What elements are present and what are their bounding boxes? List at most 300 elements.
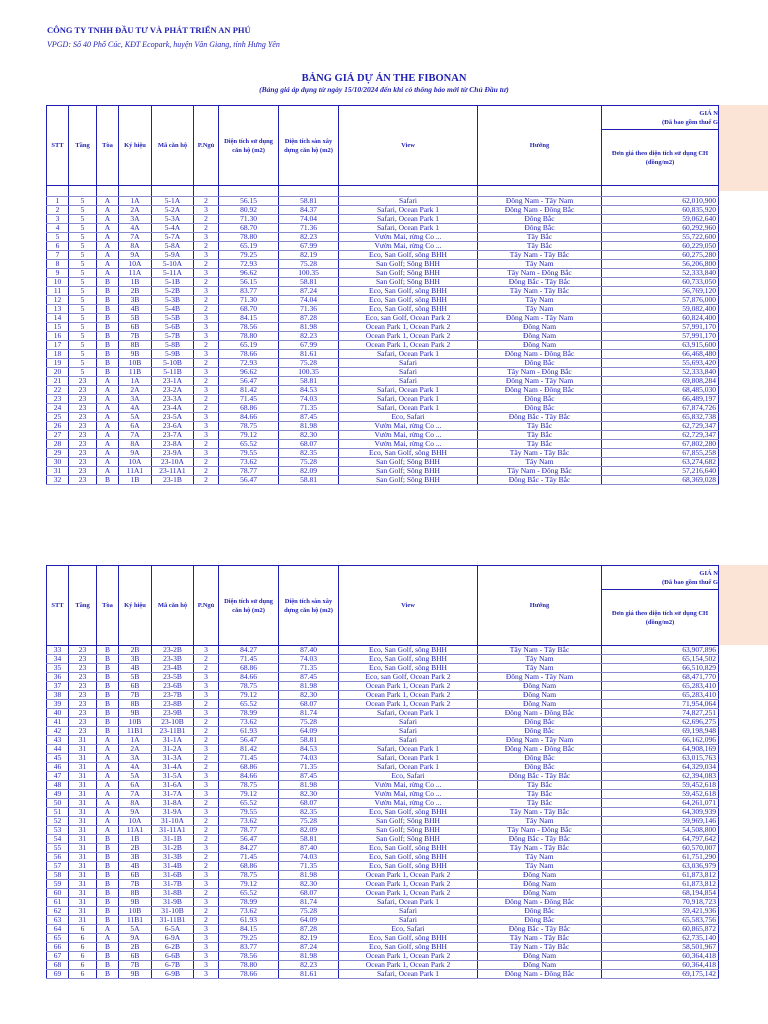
cell-dt-su-dung: 71.30 [219, 296, 279, 305]
cell-tang: 6 [69, 925, 97, 934]
cell-huong: Đông Bắc [478, 718, 602, 727]
cell-ma-can: 23-10A [152, 458, 194, 467]
cell-view: Eco, San Golf, sông BHH [339, 844, 478, 853]
cell-ky-hieu: 3A [119, 754, 152, 763]
cell-dt-xay-dung: 74.03 [279, 754, 339, 763]
spacer-row [47, 186, 719, 197]
spacer-cell [119, 186, 152, 197]
cell-huong: Đông Bắc [478, 224, 602, 233]
cell-view: Eco, San Golf, sông BHH [339, 287, 478, 296]
cell-dt-su-dung: 68.70 [219, 305, 279, 314]
col-dt-xay-dung: Diện tích sàn xây dựng căn hộ (m2) [279, 106, 339, 186]
cell-view: Ocean Park 1, Ocean Park 2 [339, 323, 478, 332]
cell-tang: 5 [69, 233, 97, 242]
col-dt-su-dung: Diện tích sử dụng căn hộ (m2) [219, 566, 279, 646]
cell-ky-hieu: 9B [119, 709, 152, 718]
cell-huong: Đông Bắc [478, 395, 602, 404]
cell-tang: 5 [69, 260, 97, 269]
cell-tang: 23 [69, 386, 97, 395]
cell-ky-hieu: 8A [119, 242, 152, 251]
cell-tang: 31 [69, 826, 97, 835]
cell-ma-can: 5-8A [152, 242, 194, 251]
cell-dt-xay-dung: 74.03 [279, 395, 339, 404]
cell-don-gia: 59,969,146 [602, 817, 719, 826]
cell-toa: B [97, 359, 119, 368]
cell-don-gia: 64,329,034 [602, 763, 719, 772]
cell-stt: 38 [47, 691, 69, 700]
cell-dt-su-dung: 80.92 [219, 206, 279, 215]
cell-don-gia: 71,954,064 [602, 700, 719, 709]
cell-ma-can: 31-1A [152, 736, 194, 745]
cell-stt: 1 [47, 197, 69, 206]
cell-dt-xay-dung: 84.53 [279, 745, 339, 754]
cell-ky-hieu: 7A [119, 233, 152, 242]
cell-tang: 31 [69, 817, 97, 826]
cell-don-gia: 60,275,280 [602, 251, 719, 260]
col-view: View [339, 566, 478, 646]
table-row [47, 916, 719, 925]
cell-toa: B [97, 862, 119, 871]
cell-toa: B [97, 646, 119, 655]
cell-huong: Đông Nam [478, 871, 602, 880]
cell-tang: 5 [69, 215, 97, 224]
cell-view: Safari [339, 727, 478, 736]
cell-view: San Golf; Sông BHH [339, 817, 478, 826]
cell-ky-hieu: 6B [119, 323, 152, 332]
cell-ky-hieu: 3B [119, 655, 152, 664]
cell-pngu: 2 [194, 754, 219, 763]
cell-ma-can: 5-4B [152, 305, 194, 314]
table-row [47, 961, 719, 970]
cell-dt-xay-dung: 81.98 [279, 781, 339, 790]
cell-stt: 36 [47, 673, 69, 682]
col-ma-can: Mã căn hộ [152, 106, 194, 186]
col-dt-xay-dung: Diện tích sàn xây dựng căn hộ (m2) [279, 566, 339, 646]
cell-view: Safari, Ocean Park 1 [339, 745, 478, 754]
cell-ma-can: 31-10B [152, 907, 194, 916]
cell-stt: 50 [47, 799, 69, 808]
cell-pngu: 3 [194, 781, 219, 790]
cell-pngu: 2 [194, 440, 219, 449]
cell-tang: 31 [69, 736, 97, 745]
cell-huong: Tây Nam [478, 458, 602, 467]
cell-pngu: 3 [194, 691, 219, 700]
cell-ma-can: 6-5A [152, 925, 194, 934]
cell-dt-su-dung: 79.25 [219, 251, 279, 260]
cell-stt: 55 [47, 844, 69, 853]
cell-huong: Tây Nam - Tây Bắc [478, 808, 602, 817]
cell-ma-can: 6-2B [152, 943, 194, 952]
cell-ky-hieu: 4A [119, 763, 152, 772]
cell-ky-hieu: 2B [119, 287, 152, 296]
cell-view: Safari [339, 359, 478, 368]
cell-ky-hieu: 5A [119, 413, 152, 422]
cell-dt-xay-dung: 87.45 [279, 772, 339, 781]
cell-huong: Đông Nam - Đông Bắc [478, 350, 602, 359]
table-row [47, 404, 719, 413]
table-row [47, 458, 719, 467]
cell-tang: 23 [69, 422, 97, 431]
cell-dt-su-dung: 68.86 [219, 862, 279, 871]
cell-view: Eco, san Golf, Ocean Park 2 [339, 314, 478, 323]
cell-toa: A [97, 449, 119, 458]
cell-dt-su-dung: 84.66 [219, 413, 279, 422]
cell-tang: 5 [69, 368, 97, 377]
cell-dt-xay-dung: 71.35 [279, 862, 339, 871]
cell-view: Ocean Park 1, Ocean Park 2 [339, 880, 478, 889]
cell-toa: B [97, 952, 119, 961]
header-fill-2 [718, 565, 768, 645]
cell-pngu: 2 [194, 467, 219, 476]
cell-view: Safari, Ocean Park 1 [339, 970, 478, 979]
cell-stt: 62 [47, 907, 69, 916]
cell-huong: Đông Bắc - Tây Bắc [478, 476, 602, 485]
table-row [47, 664, 719, 673]
cell-stt: 31 [47, 467, 69, 476]
cell-dt-su-dung: 68.70 [219, 224, 279, 233]
cell-view: Safari [339, 377, 478, 386]
cell-ky-hieu: 11A1 [119, 467, 152, 476]
cell-toa: B [97, 898, 119, 907]
cell-dt-xay-dung: 68.07 [279, 889, 339, 898]
table-row [47, 197, 719, 206]
cell-huong: Đông Bắc [478, 763, 602, 772]
table-row [47, 889, 719, 898]
cell-huong: Tây Nam - Đông Bắc [478, 269, 602, 278]
cell-ma-can: 31-8A [152, 799, 194, 808]
cell-dt-xay-dung: 68.07 [279, 440, 339, 449]
cell-ky-hieu: 5B [119, 673, 152, 682]
cell-stt: 35 [47, 664, 69, 673]
cell-dt-su-dung: 61.93 [219, 916, 279, 925]
cell-dt-xay-dung: 58.81 [279, 278, 339, 287]
cell-view: Eco, San Golf, sông BHH [339, 251, 478, 260]
cell-dt-xay-dung: 87.24 [279, 943, 339, 952]
cell-ma-can: 5-7B [152, 332, 194, 341]
cell-don-gia: 60,570,007 [602, 844, 719, 853]
cell-don-gia: 69,808,284 [602, 377, 719, 386]
cell-toa: A [97, 754, 119, 763]
cell-view: Ocean Park 1, Ocean Park 2 [339, 332, 478, 341]
cell-tang: 5 [69, 278, 97, 287]
cell-stt: 63 [47, 916, 69, 925]
cell-pngu: 2 [194, 341, 219, 350]
cell-stt: 53 [47, 826, 69, 835]
table-row [47, 808, 719, 817]
cell-view: Eco, San Golf, sông BHH [339, 862, 478, 871]
table-row [47, 817, 719, 826]
cell-toa: B [97, 700, 119, 709]
cell-ky-hieu: 5A [119, 925, 152, 934]
table-row [47, 844, 719, 853]
table-row [47, 242, 719, 251]
cell-huong: Đông Nam - Tây Nam [478, 197, 602, 206]
cell-dt-su-dung: 78.75 [219, 871, 279, 880]
cell-toa: B [97, 323, 119, 332]
cell-pngu: 2 [194, 305, 219, 314]
table-row [47, 449, 719, 458]
cell-tang: 5 [69, 224, 97, 233]
cell-ma-can: 31-7A [152, 790, 194, 799]
cell-don-gia: 59,452,618 [602, 781, 719, 790]
cell-huong: Tây Bắc [478, 790, 602, 799]
cell-dt-su-dung: 61.93 [219, 727, 279, 736]
cell-stt: 67 [47, 952, 69, 961]
page-subtitle: (Bảng giá áp dụng từ ngày 15/10/2024 đến khi có thông báo mới từ Chủ Đầu tư) [259, 85, 509, 94]
cell-dt-su-dung: 65.52 [219, 700, 279, 709]
cell-view: Safari [339, 916, 478, 925]
cell-toa: B [97, 718, 119, 727]
cell-stt: 65 [47, 934, 69, 943]
cell-ma-can: 5-9B [152, 350, 194, 359]
cell-ma-can: 31-9B [152, 898, 194, 907]
table-row [47, 934, 719, 943]
cell-huong: Đông Bắc - Tây Bắc [478, 413, 602, 422]
cell-toa: A [97, 197, 119, 206]
cell-dt-su-dung: 78.75 [219, 682, 279, 691]
cell-ky-hieu: 10B [119, 718, 152, 727]
cell-huong: Tây Nam [478, 296, 602, 305]
cell-stt: 46 [47, 763, 69, 772]
cell-tang: 5 [69, 251, 97, 260]
cell-tang: 31 [69, 853, 97, 862]
cell-pngu: 3 [194, 287, 219, 296]
cell-toa: A [97, 458, 119, 467]
spacer-cell [97, 186, 119, 197]
cell-stt: 68 [47, 961, 69, 970]
cell-tang: 23 [69, 718, 97, 727]
cell-toa: B [97, 871, 119, 880]
cell-tang: 23 [69, 664, 97, 673]
cell-tang: 23 [69, 709, 97, 718]
cell-ky-hieu: 1B [119, 835, 152, 844]
cell-dt-xay-dung: 82.19 [279, 251, 339, 260]
cell-tang: 23 [69, 395, 97, 404]
cell-view: Safari [339, 736, 478, 745]
cell-huong: Tây Nam - Đông Bắc [478, 368, 602, 377]
cell-dt-xay-dung: 75.28 [279, 359, 339, 368]
cell-stt: 44 [47, 745, 69, 754]
cell-stt: 16 [47, 332, 69, 341]
cell-pngu: 2 [194, 655, 219, 664]
cell-pngu: 3 [194, 431, 219, 440]
cell-dt-su-dung: 79.55 [219, 808, 279, 817]
cell-toa: B [97, 844, 119, 853]
cell-pngu: 3 [194, 880, 219, 889]
cell-don-gia: 59,452,618 [602, 790, 719, 799]
table-row [47, 826, 719, 835]
cell-dt-su-dung: 68.86 [219, 763, 279, 772]
cell-dt-su-dung: 79.12 [219, 880, 279, 889]
cell-ma-can: 23-4B [152, 664, 194, 673]
cell-don-gia: 62,010,900 [602, 197, 719, 206]
cell-huong: Đông Nam [478, 341, 602, 350]
cell-don-gia: 70,918,723 [602, 898, 719, 907]
cell-toa: B [97, 907, 119, 916]
cell-tang: 31 [69, 808, 97, 817]
cell-tang: 23 [69, 700, 97, 709]
cell-toa: B [97, 709, 119, 718]
cell-tang: 5 [69, 287, 97, 296]
col-tang: Tầng [69, 106, 97, 186]
cell-dt-xay-dung: 82.23 [279, 233, 339, 242]
cell-dt-su-dung: 72.93 [219, 359, 279, 368]
cell-huong: Tây Bắc [478, 422, 602, 431]
cell-stt: 58 [47, 871, 69, 880]
cell-don-gia: 62,729,347 [602, 422, 719, 431]
cell-view: Safari, Ocean Park 1 [339, 215, 478, 224]
table-row [47, 727, 719, 736]
cell-dt-xay-dung: 74.03 [279, 655, 339, 664]
cell-pngu: 2 [194, 763, 219, 772]
cell-pngu: 2 [194, 862, 219, 871]
company-name: CÔNG TY TNHH ĐẦU TƯ VÀ PHÁT TRIỂN AN PHÚ [47, 25, 251, 35]
cell-pngu: 2 [194, 395, 219, 404]
cell-dt-xay-dung: 82.23 [279, 332, 339, 341]
cell-toa: A [97, 224, 119, 233]
cell-view: Vườn Mai, rừng Co ... [339, 799, 478, 808]
cell-don-gia: 61,873,812 [602, 880, 719, 889]
cell-pngu: 3 [194, 673, 219, 682]
cell-toa: B [97, 368, 119, 377]
cell-toa: A [97, 826, 119, 835]
cell-dt-xay-dung: 68.07 [279, 700, 339, 709]
cell-ky-hieu: 2B [119, 943, 152, 952]
cell-don-gia: 68,369,028 [602, 476, 719, 485]
cell-pngu: 2 [194, 458, 219, 467]
cell-huong: Đông Nam [478, 700, 602, 709]
cell-view: Eco, san Golf, Ocean Park 2 [339, 673, 478, 682]
cell-stt: 54 [47, 835, 69, 844]
cell-dt-su-dung: 56.47 [219, 736, 279, 745]
table-row [47, 853, 719, 862]
cell-pngu: 3 [194, 350, 219, 359]
cell-dt-xay-dung: 75.28 [279, 718, 339, 727]
cell-toa: A [97, 422, 119, 431]
cell-tang: 5 [69, 197, 97, 206]
cell-dt-xay-dung: 67.99 [279, 341, 339, 350]
cell-huong: Tây Bắc [478, 799, 602, 808]
table-row [47, 395, 719, 404]
cell-ma-can: 23-2A [152, 386, 194, 395]
cell-don-gia: 65,283,410 [602, 691, 719, 700]
cell-dt-su-dung: 56.15 [219, 278, 279, 287]
cell-pngu: 3 [194, 332, 219, 341]
table-row [47, 233, 719, 242]
cell-ky-hieu: 1A [119, 736, 152, 745]
cell-tang: 31 [69, 763, 97, 772]
cell-pngu: 3 [194, 943, 219, 952]
cell-dt-su-dung: 83.77 [219, 287, 279, 296]
spacer-cell [69, 186, 97, 197]
cell-ky-hieu: 2A [119, 206, 152, 215]
cell-ma-can: 23-8B [152, 700, 194, 709]
cell-stt: 28 [47, 440, 69, 449]
cell-toa: B [97, 476, 119, 485]
table-row [47, 431, 719, 440]
col-pngu: P.Ngủ [194, 566, 219, 646]
cell-don-gia: 69,175,142 [602, 970, 719, 979]
col-stt: STT [47, 566, 69, 646]
cell-don-gia: 64,309,939 [602, 808, 719, 817]
cell-ky-hieu: 7A [119, 790, 152, 799]
cell-tang: 31 [69, 889, 97, 898]
cell-pngu: 2 [194, 718, 219, 727]
cell-stt: 17 [47, 341, 69, 350]
cell-ky-hieu: 4B [119, 862, 152, 871]
cell-stt: 39 [47, 700, 69, 709]
cell-ma-can: 5-2A [152, 206, 194, 215]
cell-tang: 5 [69, 323, 97, 332]
page-title: BẢNG GIÁ DỰ ÁN THE FIBONAN [301, 73, 467, 84]
cell-dt-xay-dung: 87.28 [279, 314, 339, 323]
cell-ky-hieu: 10A [119, 458, 152, 467]
cell-pngu: 3 [194, 368, 219, 377]
table-row [47, 269, 719, 278]
cell-pngu: 2 [194, 224, 219, 233]
cell-view: San Golf; Sông BHH [339, 476, 478, 485]
cell-dt-su-dung: 65.19 [219, 341, 279, 350]
cell-view: Ocean Park 1, Ocean Park 2 [339, 889, 478, 898]
cell-tang: 31 [69, 781, 97, 790]
table-row [47, 763, 719, 772]
cell-ma-can: 23-4A [152, 404, 194, 413]
cell-don-gia: 67,855,258 [602, 449, 719, 458]
cell-ma-can: 31-6A [152, 781, 194, 790]
cell-dt-xay-dung: 71.35 [279, 404, 339, 413]
cell-dt-xay-dung: 87.40 [279, 844, 339, 853]
cell-don-gia: 57,991,170 [602, 323, 719, 332]
cell-ky-hieu: 3B [119, 296, 152, 305]
cell-pngu: 3 [194, 961, 219, 970]
cell-stt: 48 [47, 781, 69, 790]
cell-dt-xay-dung: 87.40 [279, 646, 339, 655]
table-row [47, 835, 719, 844]
cell-toa: B [97, 916, 119, 925]
cell-toa: B [97, 278, 119, 287]
cell-pngu: 2 [194, 889, 219, 898]
cell-toa: A [97, 242, 119, 251]
cell-tang: 6 [69, 943, 97, 952]
cell-dt-xay-dung: 74.04 [279, 215, 339, 224]
cell-tang: 23 [69, 413, 97, 422]
cell-view: Eco, Safari [339, 413, 478, 422]
cell-stt: 10 [47, 278, 69, 287]
cell-toa: A [97, 772, 119, 781]
cell-dt-xay-dung: 84.53 [279, 386, 339, 395]
cell-ma-can: 23-5A [152, 413, 194, 422]
cell-ky-hieu: 10B [119, 907, 152, 916]
cell-huong: Tây Nam - Tây Bắc [478, 449, 602, 458]
cell-view: San Golf; Sông BHH [339, 269, 478, 278]
cell-dt-su-dung: 83.77 [219, 943, 279, 952]
cell-dt-xay-dung: 71.36 [279, 305, 339, 314]
cell-don-gia: 61,751,290 [602, 853, 719, 862]
cell-don-gia: 62,394,083 [602, 772, 719, 781]
price-table-2 [46, 565, 719, 979]
cell-huong: Đông Bắc - Tây Bắc [478, 278, 602, 287]
cell-ma-can: 23-1A [152, 377, 194, 386]
table-row [47, 925, 719, 934]
cell-view: San Golf; Sông BHH [339, 260, 478, 269]
cell-ma-can: 5-10B [152, 359, 194, 368]
cell-ky-hieu: 2A [119, 386, 152, 395]
cell-dt-su-dung: 71.45 [219, 655, 279, 664]
cell-pngu: 2 [194, 727, 219, 736]
cell-toa: A [97, 745, 119, 754]
table-row [47, 970, 719, 979]
cell-don-gia: 63,015,763 [602, 754, 719, 763]
